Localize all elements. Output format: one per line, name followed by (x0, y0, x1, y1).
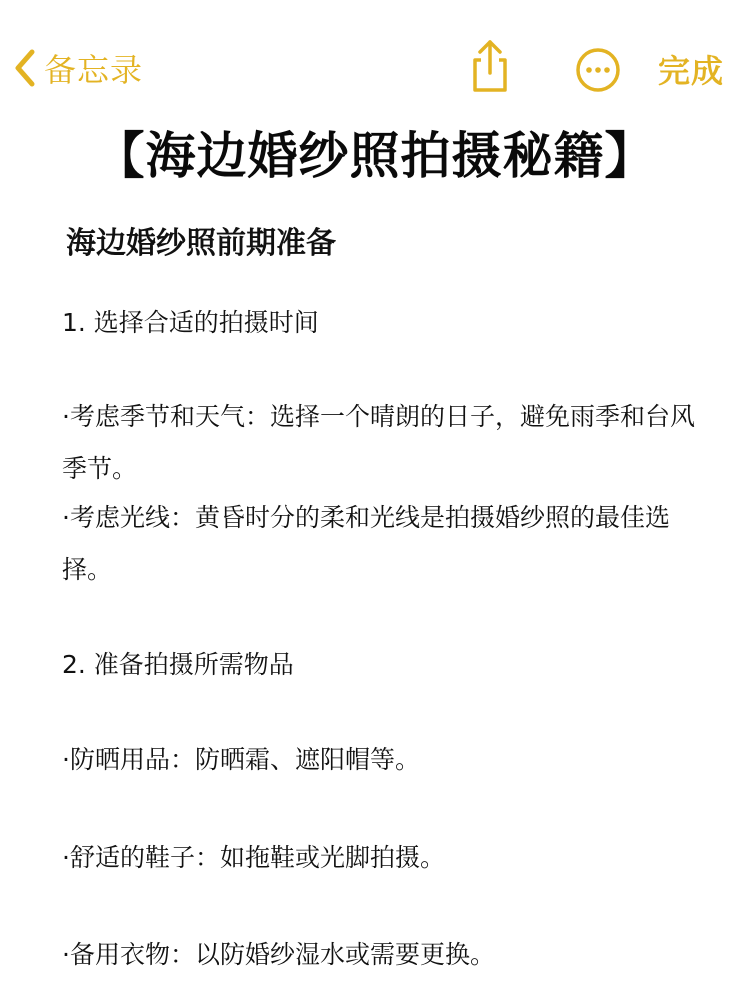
share-icon (466, 79, 514, 98)
note-line: ·备用衣物：以防婚纱湿水或需要更换。 (62, 940, 495, 969)
note-line: 2. 准备拍摄所需物品 (62, 650, 294, 679)
share-button[interactable] (466, 38, 514, 94)
navigation-bar (0, 0, 750, 120)
done-button[interactable]: 完成 (658, 52, 725, 90)
back-label: 备忘录 (44, 51, 144, 89)
chevron-left-icon (14, 49, 36, 87)
note-line: ·考虑季节和天气：选择一个晴朗的日子，避免雨季和台风季节。 (62, 402, 695, 483)
note-line: ·防晒用品：防晒霜、遮阳帽等。 (62, 745, 420, 774)
note-line: ·考虑光线：黄昏时分的柔和光线是拍摄婚纱照的最佳选择。 (62, 503, 670, 584)
note-line: ·舒适的鞋子：如拖鞋或光脚拍摄。 (62, 843, 445, 872)
note-subtitle: 海边婚纱照前期准备 (66, 226, 336, 261)
note-title: 【海边婚纱照拍摄秘籍】 (94, 127, 656, 185)
back-button[interactable] (14, 44, 143, 92)
note-line: 1. 选择合适的拍摄时间 (62, 308, 319, 337)
more-icon (574, 79, 622, 98)
more-button[interactable] (574, 46, 622, 94)
